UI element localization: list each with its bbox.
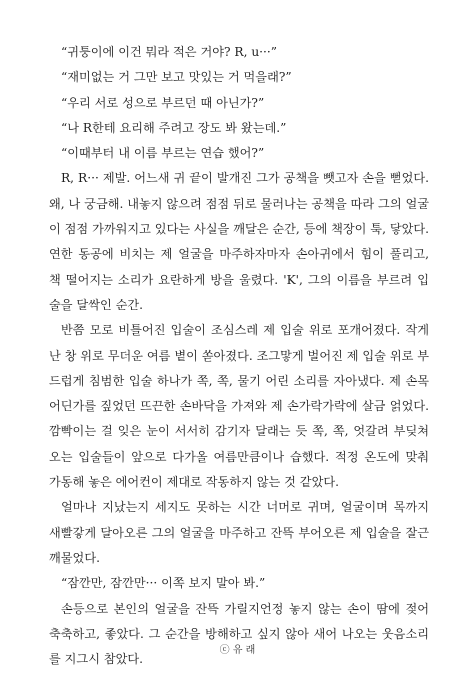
paragraph: 반쯤 모로 비틀어진 입술이 조심스레 제 입술 위로 포개어졌다. 작게 난 창 위로 무더운 여름 볕이 쏟아졌다. 조그맣게 벌어진 제 입술 위로 부드럽게 침범한 입술 하나가 쪽, 쪽, 물기 어린 소리를 자아냈다. 제 손목 어딘가를 짚었던 뜨끈한 손바닥을 가져와 제 손가락가락에 살금 얽었다. 깜빡이는 걸 잊은 눈이 서서히 감기자 달래는 듯 쪽, 쪽, 엇갈려 부딪쳐 오는 입술들이 앞으로 다가올 여름만큼이나 습했다. 적정 온도에 맞춰 가동해 놓은 에어컨이 제대로 작동하지 않는 것 같았다. [49, 323, 430, 490]
dialogue-line: “재미없는 거 그만 보고 맛있는 거 먹을래?” [61, 70, 292, 85]
dialogue-line: “나 R한테 요리해 주려고 장도 봐 왔는데.” [61, 120, 287, 135]
dialogue-line: “이때부터 내 이름 부르는 연습 했어?” [61, 146, 265, 161]
dialogue-line: “귀퉁이에 이건 뭐라 적은 거야? R, u···” [61, 45, 278, 59]
dialogue-line: “잠깐만, 잠깐만··· 이쪽 보지 말아 봐.” [61, 576, 266, 591]
paragraph: R, R··· 제발. 어느새 귀 끝이 발개진 그가 공책을 뺏고자 손을 뻗었다. 왜, 나 궁금해. 내놓지 않으려 점점 뒤로 물러나는 공책을 따라 그의 얼굴이 점점 가까워지고 있다는 사실을 깨달은 순간, 등에 책장이 툭, 닿았다. 연한 동공에 비치는 제 얼굴을 마주하자마자 손아귀에서 힘이 풀리고, 책 떨어지는 소리가 요란하게 방을 울렸다. 'K', 그의 이름을 부르려 입술을 달싹인 순간. [49, 171, 430, 312]
copyright-footer: ⓒ 유 래 [219, 645, 256, 656]
body-text [49, 40, 429, 672]
dialogue-line: “우리 서로 성으로 부르던 때 아닌가?” [61, 95, 265, 110]
paragraph: 손등으로 본인의 얼굴을 잔뜩 가릴지언정 놓지 않는 손이 땀에 젖어 축축하고, 좋았다. 그 순간을 방해하고 싶지 않아 새어 나오는 웃음소리를 지그시 참았다. [49, 601, 429, 667]
paragraph: 얼마나 지났는지 세지도 못하는 시간 너머로 귀며, 얼굴이며 목까지 새빨갛게 달아오른 그의 얼굴을 마주하고 잔뜩 부어오른 제 입술을 잘근 깨물었다. [49, 500, 429, 565]
